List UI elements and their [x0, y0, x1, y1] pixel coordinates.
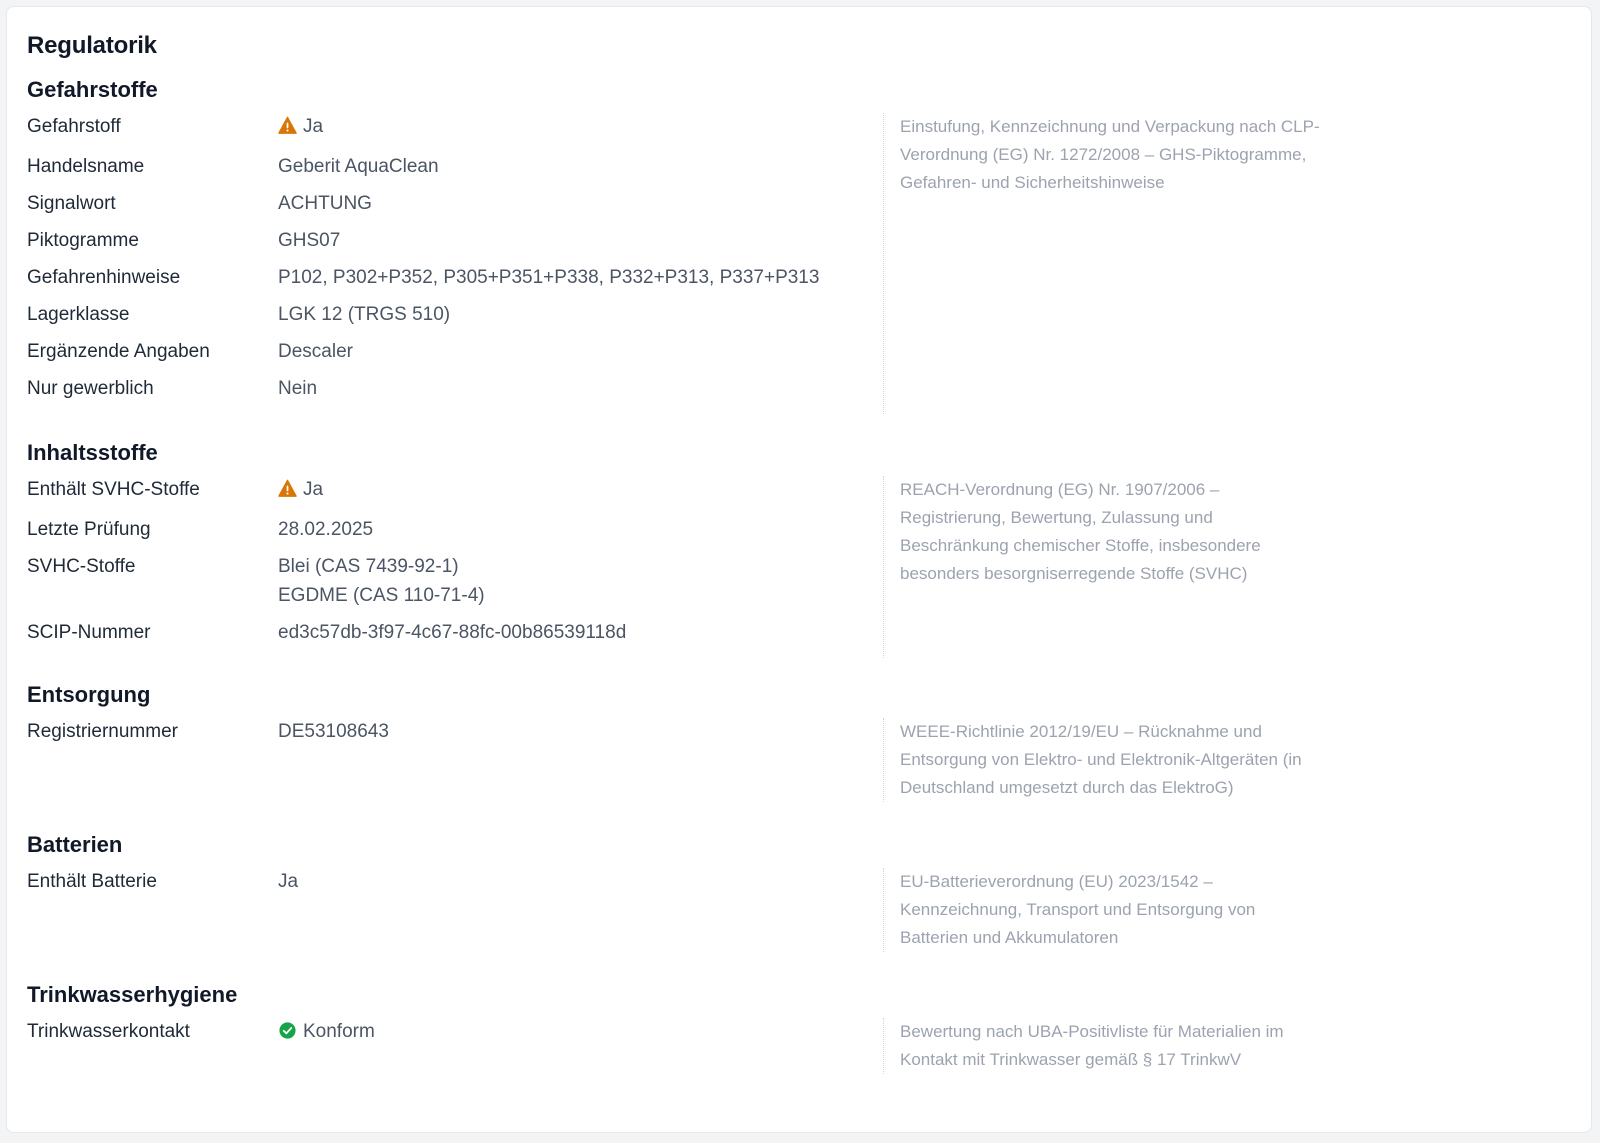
field-label: Nur gewerblich — [27, 378, 154, 399]
field-value — [278, 555, 883, 607]
regulation-note: WEEE-Richtlinie 2012/19/EU – Rücknahme und Entsorgung von Elektro- und Elektronik-Altgeräten (in Deutschland umgesetzt durch das ElektroG) — [883, 718, 1323, 802]
warning-icon — [278, 116, 297, 135]
field-value: GHS07 — [278, 230, 341, 251]
field-row — [27, 1020, 883, 1057]
field-value — [278, 1020, 883, 1043]
svhc-substance: EGDME (CAS 110-71-4) — [278, 585, 485, 606]
svhc-substance: Blei (CAS 7439-92-1) — [278, 556, 459, 577]
status-text: Ja — [303, 479, 324, 500]
field-label: Gefahrstoff — [27, 116, 121, 137]
section-entsorgung — [27, 680, 1571, 830]
section-gefahrstoffe — [27, 75, 1571, 438]
field-list — [27, 476, 883, 658]
regulation-note: REACH-Verordnung (EG) Nr. 1907/2006 – Registrierung, Bewertung, Zulassung und Beschränkung chemischer Stoffe, insbesondere besonders besorgniserregende Stoffe (SVHC) — [883, 476, 1323, 658]
field-label: Enthält SVHC-Stoffe — [27, 479, 200, 500]
field-label: SVHC-Stoffe — [27, 556, 136, 577]
regulation-note: EU-Batterieverordnung (EU) 2023/1542 – Kennzeichnung, Transport und Entsorgung von Batterien und Akkumulatoren — [883, 868, 1323, 952]
field-row — [27, 870, 883, 907]
field-row — [27, 621, 883, 658]
regulatorik-card — [6, 6, 1592, 1133]
field-value: 28.02.2025 — [278, 519, 374, 540]
field-list — [27, 1018, 883, 1074]
warning-icon — [278, 479, 297, 498]
field-label: Piktogramme — [27, 230, 139, 251]
field-list — [27, 868, 883, 952]
field-row — [27, 303, 883, 340]
field-label: Gefahrenhinweise — [27, 267, 181, 288]
regulation-note: Einstufung, Kennzeichnung und Verpackung nach CLP-Verordnung (EG) Nr. 1272/2008 – GHS-Piktogramme, Gefahren- und Sicherheitshinweise — [883, 113, 1323, 414]
field-label: Registriernummer — [27, 721, 178, 742]
field-value — [278, 115, 883, 138]
page-title: Regulatorik — [27, 32, 157, 59]
field-value: Geberit AquaClean — [278, 156, 439, 177]
field-value: Descaler — [278, 341, 353, 362]
section-title: Entsorgung — [27, 682, 151, 707]
field-value — [278, 478, 883, 501]
status-text: Konform — [303, 1021, 375, 1042]
section-inhaltsstoffe — [27, 438, 1571, 680]
field-value: P102, P302+P352, P305+P351+P338, P332+P313, P337+P313 — [278, 267, 820, 288]
field-label: Enthält Batterie — [27, 871, 157, 892]
field-row — [27, 377, 883, 414]
section-trinkwasserhygiene — [27, 980, 1571, 1074]
field-row — [27, 555, 883, 621]
field-value: ed3c57db-3f97-4c67-88fc-00b86539118d — [278, 622, 627, 643]
field-row — [27, 518, 883, 555]
field-row — [27, 115, 883, 155]
section-title: Trinkwasserhygiene — [27, 982, 238, 1007]
section-title: Gefahrstoffe — [27, 77, 158, 102]
field-label: Lagerklasse — [27, 304, 130, 325]
field-row — [27, 192, 883, 229]
regulation-note: Bewertung nach UBA-Positivliste für Materialien im Kontakt mit Trinkwasser gemäß § 17 TrinkwV — [883, 1018, 1323, 1074]
field-row — [27, 266, 883, 303]
field-row — [27, 478, 883, 518]
field-value: DE53108643 — [278, 721, 389, 742]
field-value: Nein — [278, 378, 318, 399]
field-label: Ergänzende Angaben — [27, 341, 210, 362]
section-batterien — [27, 830, 1571, 980]
section-title: Inhaltsstoffe — [27, 440, 158, 465]
status-text: Ja — [303, 116, 324, 137]
field-label: Handelsname — [27, 156, 145, 177]
field-label: Letzte Prüfung — [27, 519, 151, 540]
field-row — [27, 229, 883, 266]
field-row — [27, 155, 883, 192]
field-label: Signalwort — [27, 193, 116, 214]
check-circle-icon — [278, 1021, 297, 1040]
field-label: SCIP-Nummer — [27, 622, 151, 643]
field-label: Trinkwasserkontakt — [27, 1021, 190, 1042]
field-row — [27, 340, 883, 377]
field-list — [27, 718, 883, 802]
section-title: Batterien — [27, 832, 123, 857]
field-value: LGK 12 (TRGS 510) — [278, 304, 451, 325]
field-value: Ja — [278, 871, 299, 892]
field-row — [27, 720, 883, 757]
field-value: ACHTUNG — [278, 193, 372, 214]
field-list — [27, 113, 883, 414]
